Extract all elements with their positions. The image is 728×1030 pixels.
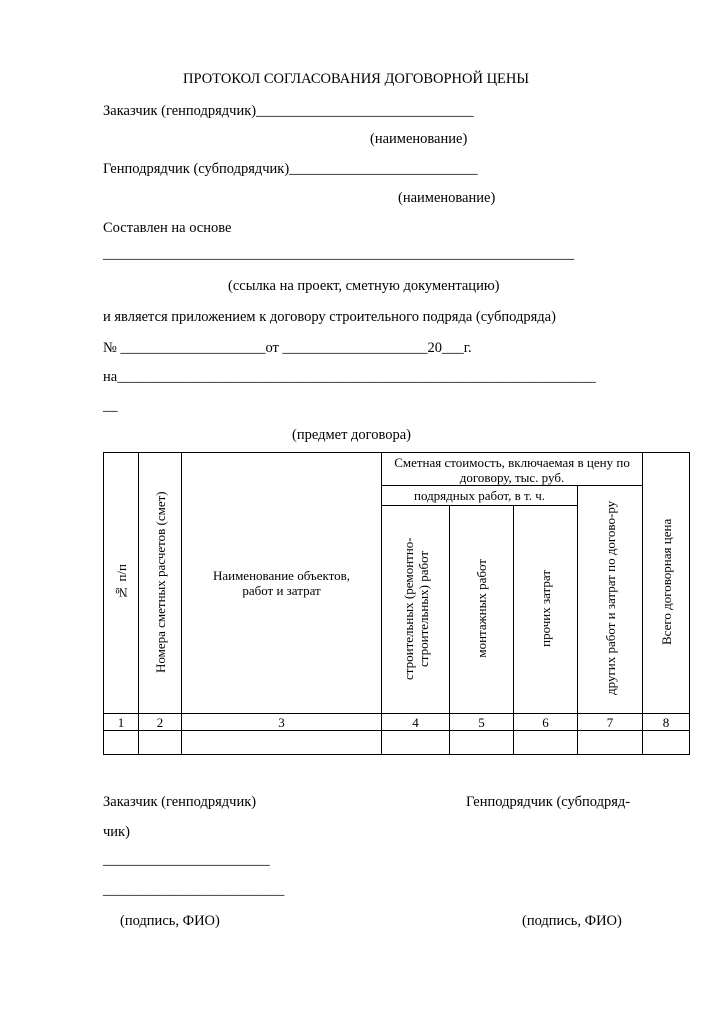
col-number: 2 <box>139 714 182 731</box>
customer-caption: (наименование) <box>370 131 468 147</box>
signature-line-2: _________________________ <box>103 882 285 898</box>
col-number: 8 <box>643 714 690 731</box>
column-numbers-row <box>104 714 690 731</box>
basis-line: Составлен на основе <box>103 220 232 236</box>
document-title: ПРОТОКОЛ СОГЛАСОВАНИЯ ДОГОВОРНОЙ ЦЕНЫ <box>183 71 530 87</box>
header-num: № п/п <box>104 453 139 714</box>
col-number: 6 <box>514 714 578 731</box>
basis-caption: (ссылка на проект, сметную документацию) <box>228 278 500 294</box>
header-total: Всего договорная цена <box>643 453 690 714</box>
header-other-costs: прочих затрат <box>514 506 578 714</box>
col-number: 1 <box>104 714 139 731</box>
customer-line: Заказчик (генподрядчик)______________________________ <box>103 103 474 119</box>
signature-line-1: _______________________ <box>103 852 270 868</box>
signature-customer-title: Заказчик (генподрядчик) <box>103 794 257 810</box>
header-other-works: других работ и затрат по догово-ру <box>578 486 643 714</box>
header-installation: монтажных работ <box>450 506 514 714</box>
contractor-caption: (наименование) <box>398 190 496 206</box>
signature-customer-caption: (подпись, ФИО) <box>120 913 220 929</box>
header-group-estimate: Сметная стоимость, включаемая в цену по договору, тыс. руб. <box>382 453 643 486</box>
basis-blank: _________________________________________________________________ <box>103 246 575 262</box>
signature-contractor-title: Генподрядчик (субподряд- <box>466 794 631 810</box>
subject-line: на__________________________________________________________________ <box>103 369 596 385</box>
col-number: 5 <box>450 714 514 731</box>
col-number: 3 <box>182 714 382 731</box>
header-group-contract-works: подрядных работ, в т. ч. <box>382 486 578 506</box>
header-estimates: Номера сметных расчетов (смет) <box>139 453 182 714</box>
header-name: Наименование объектов, работ и затрат <box>182 453 382 714</box>
signature-contractor-title-cont: чик) <box>103 824 130 840</box>
subject-caption: (предмет договора) <box>292 427 412 443</box>
col-number: 4 <box>382 714 450 731</box>
appendix-line: и является приложением к договору строительного подряда (субподряда) <box>103 309 556 325</box>
col-number: 7 <box>578 714 643 731</box>
signature-contractor-caption: (подпись, ФИО) <box>522 913 622 929</box>
header-construction: строительных (ремонтно-строительных) работ <box>382 506 450 714</box>
contract-number-line: № ____________________от ____________________20___г. <box>103 340 472 356</box>
contractor-line: Генподрядчик (субподрядчик)__________________________ <box>103 161 478 177</box>
table-row <box>104 731 690 755</box>
price-table <box>103 452 690 755</box>
subject-continuation: __ <box>103 398 118 414</box>
